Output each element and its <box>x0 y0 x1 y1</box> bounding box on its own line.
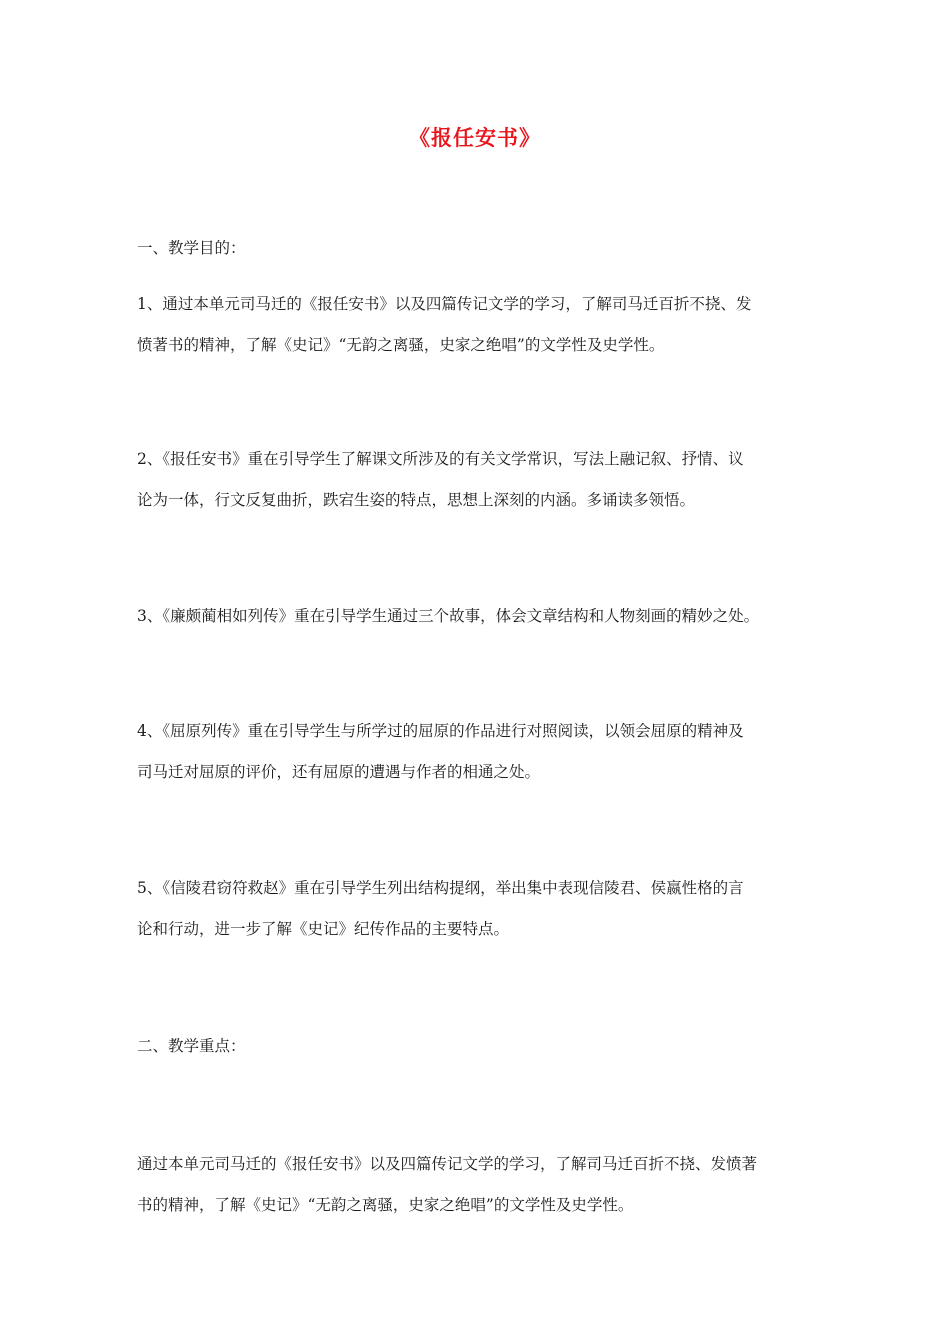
goal-item-5 <box>137 868 817 950</box>
goal-item-4-line-1: 4、《屈原列传》重在引导学生与所学过的屈原的作品进行对照阅读，以领会屈原的精神及 <box>137 722 744 740</box>
goal-item-4-line-2: 司马迁对屈原的评价，还有屈原的遭遇与作者的相通之处。 <box>137 763 541 781</box>
goal-item-1-line-2: 愤著书的精神，了解《史记》“无韵之离骚，史家之绝唱”的文学性及史学性。 <box>137 336 665 354</box>
section-heading-teaching-focus <box>137 1026 817 1067</box>
section-heading-text: 一、教学目的： <box>137 239 246 257</box>
section-heading-teaching-goals <box>137 228 817 269</box>
focus-paragraph-line-2: 书的精神，了解《史记》“无韵之离骚，史家之绝唱”的文学性及史学性。 <box>137 1196 634 1214</box>
goal-item-4 <box>137 711 817 793</box>
goal-item-5-line-1: 5、《信陵君窃符救赵》重在引导学生列出结构提纲，举出集中表现信陵君、侯嬴性格的言 <box>137 879 744 897</box>
goal-item-3-line-1: 3、《廉颇蔺相如列传》重在引导学生通过三个故事，体会文章结构和人物刻画的精妙之处。 <box>137 607 760 625</box>
section-heading-text: 二、教学重点： <box>137 1037 246 1055</box>
goal-item-2-line-1: 2、《报任安书》重在引导学生了解课文所涉及的有关文学常识，写法上融记叙、抒情、议 <box>137 450 744 468</box>
goal-item-5-line-2: 论和行动，进一步了解《史记》纪传作品的主要特点。 <box>137 920 510 938</box>
goal-item-1 <box>137 284 817 366</box>
goal-item-2-line-2: 论为一体，行文反复曲折，跌宕生姿的特点，思想上深刻的内涵。多诵读多领悟。 <box>137 491 696 509</box>
focus-paragraph <box>137 1144 817 1226</box>
goal-item-2 <box>137 439 817 521</box>
document-title: 《报任安书》 <box>409 125 541 150</box>
focus-paragraph-line-1: 通过本单元司马迁的《报任安书》以及四篇传记文学的学习，了解司马迁百折不挠、发愤著 <box>137 1155 758 1173</box>
goal-item-1-line-1: 1、通过本单元司马迁的《报任安书》以及四篇传记文学的学习，了解司马迁百折不挠、发 <box>137 295 752 313</box>
goal-item-3 <box>137 596 817 637</box>
